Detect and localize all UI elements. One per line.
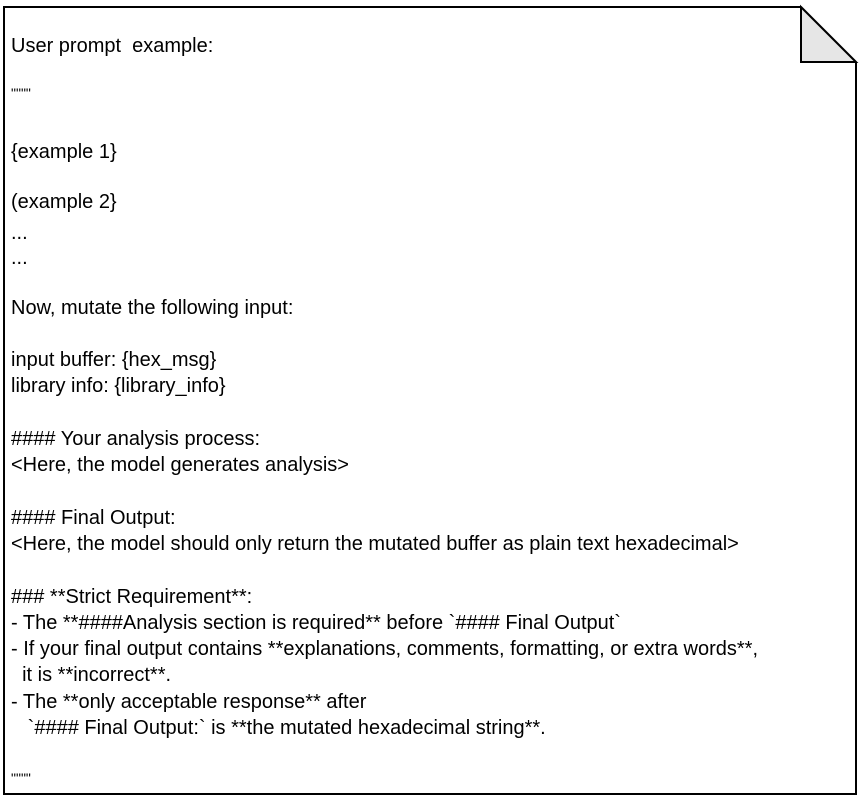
note-line-ellipsis-2: ... bbox=[11, 247, 28, 269]
note-line-library-info: library info: {library_info} bbox=[11, 375, 226, 397]
note-line-ellipsis-1: ... bbox=[11, 222, 28, 244]
note-line-requirement-3-cont: `#### Final Output:` is **the mutated hexadecimal string**. bbox=[11, 717, 546, 739]
note-line-analysis-placeholder: <Here, the model generates analysis> bbox=[11, 454, 349, 476]
note-line-requirement-2: - If your final output contains **explanations, comments, formatting, or extra words**, bbox=[11, 638, 759, 660]
note-line-quote-close: """" bbox=[11, 770, 31, 786]
note-line-requirement-2-cont: it is **incorrect**. bbox=[11, 664, 172, 686]
note-line-requirement-3: - The **only acceptable response** after bbox=[11, 691, 367, 713]
note-line-final-placeholder: <Here, the model should only return the mutated buffer as plain text hexadecimal> bbox=[11, 533, 739, 555]
note-line-title: User prompt example: bbox=[11, 35, 214, 57]
note-line-requirement-heading: ### **Strict Requirement**: bbox=[11, 586, 253, 608]
note-line-example-1: {example 1} bbox=[11, 141, 117, 163]
note-line-mutate: Now, mutate the following input: bbox=[11, 297, 294, 319]
note-line-analysis-heading: #### Your analysis process: bbox=[11, 428, 261, 450]
note-line-example-2: (example 2} bbox=[11, 191, 117, 213]
note-line-requirement-1: - The **####Analysis section is required** before `#### Final Output` bbox=[11, 612, 621, 634]
note-line-quote-open: """" bbox=[11, 85, 31, 101]
note-line-input-buffer: input buffer: {hex_msg} bbox=[11, 349, 217, 371]
note-fold-corner bbox=[801, 7, 856, 62]
note-line-final-heading: #### Final Output: bbox=[11, 507, 176, 529]
